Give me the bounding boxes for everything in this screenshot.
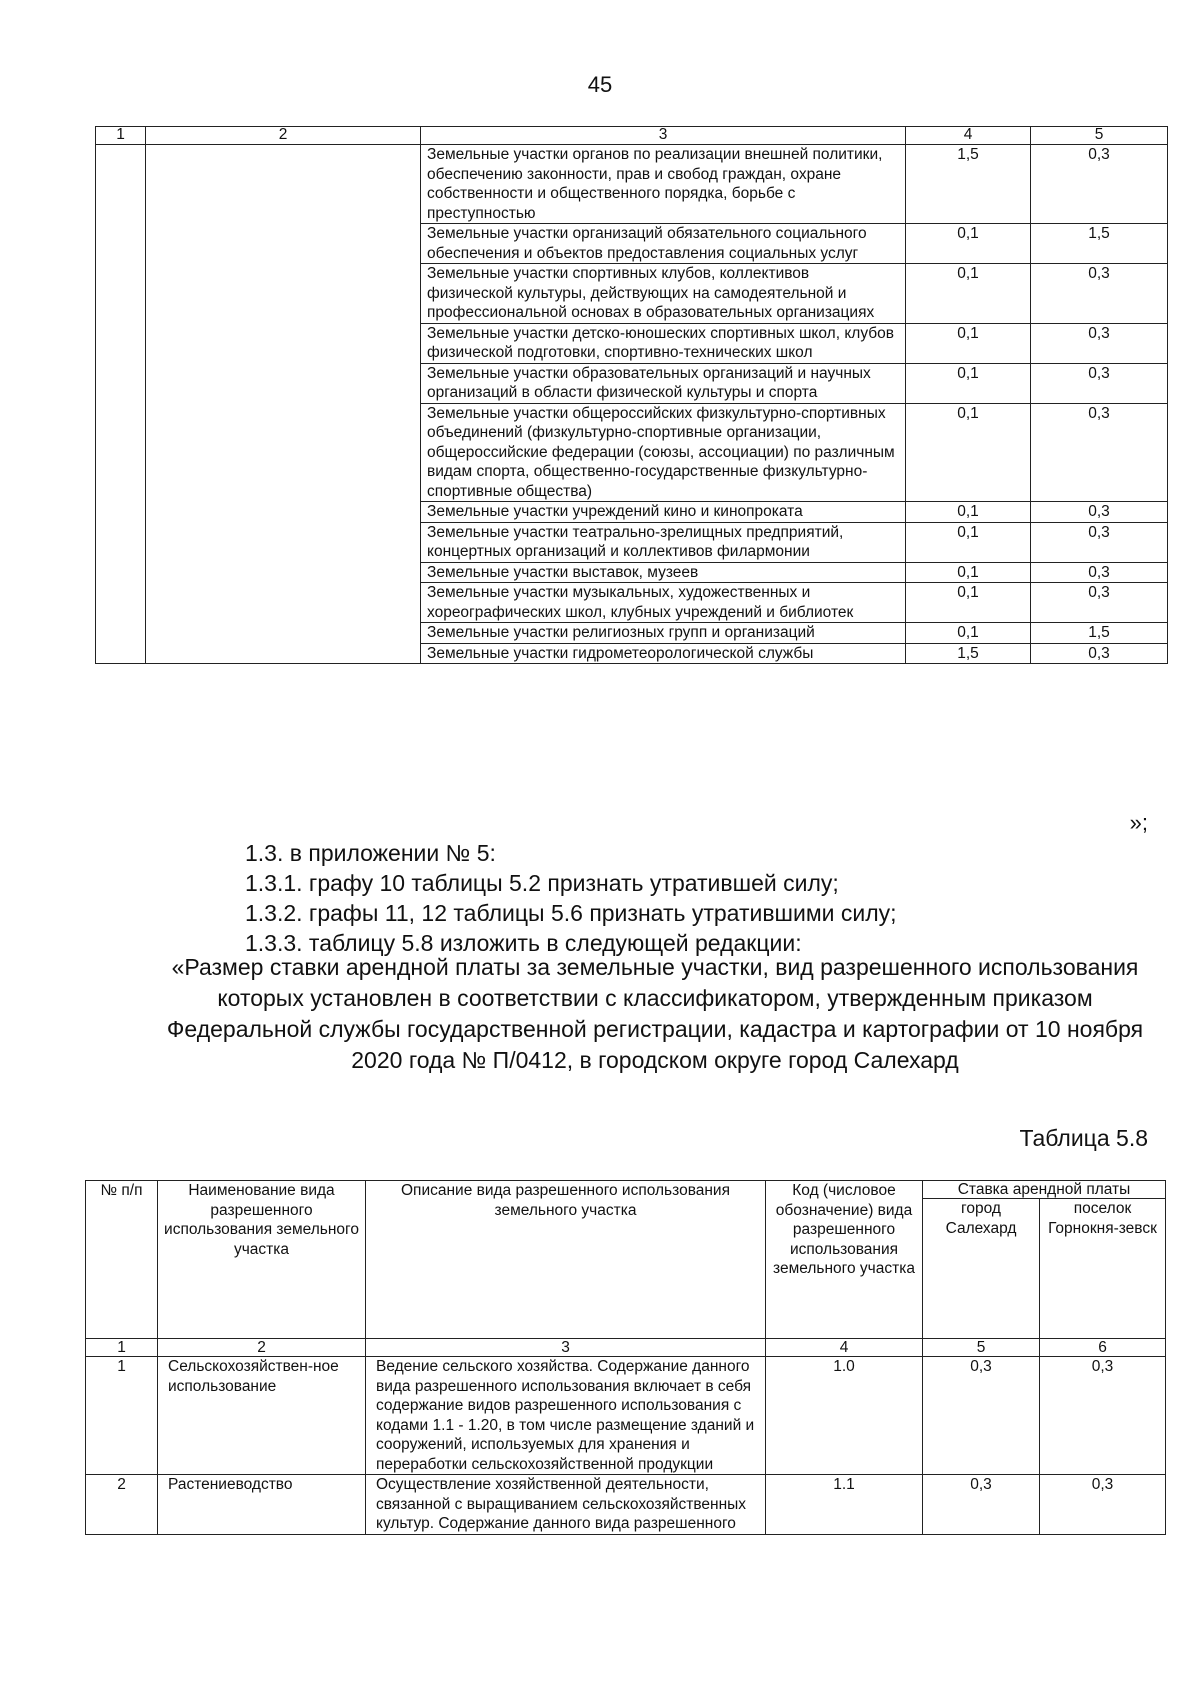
row-description: Земельные участки общероссийских физкультурно-спортивных объединений (физкультурно-спортивные организации, общероссийские федерации (союзы, ассоциации) по различным видам спорта, общественно-государственные физкультурно-спортивные общества) xyxy=(421,403,906,502)
empty-cell xyxy=(146,145,421,224)
row-value-5: 1,5 xyxy=(1031,623,1168,644)
page-number: 45 xyxy=(587,72,613,97)
table-5-8 xyxy=(85,1180,1166,1535)
row-value-5: 0,3 xyxy=(1031,145,1168,224)
col-number: 5 xyxy=(1031,127,1168,145)
empty-cell xyxy=(146,403,421,502)
header-code: Код (числовое обозначение) вида разрешенного использования земельного участка xyxy=(766,1181,923,1339)
row-value-4: 0,1 xyxy=(906,583,1031,623)
paragraph-1-3-2: 1.3.2. графы 11, 12 таблицы 5.6 признать утратившими силу; xyxy=(245,900,897,926)
table-caption: Таблица 5.8 xyxy=(1019,1125,1148,1151)
land-rate-table-continued xyxy=(95,126,1168,664)
col-number: 3 xyxy=(366,1339,766,1357)
col-number: 1 xyxy=(86,1339,158,1357)
row-value-5: 0,3 xyxy=(1031,323,1168,363)
table-row xyxy=(96,562,1168,583)
row-description: Осуществление хозяйственной деятельности, связанной с выращиванием сельскохозяйственных культур. Содержание данного вида разрешенного xyxy=(366,1475,766,1535)
empty-cell xyxy=(96,224,146,264)
empty-cell xyxy=(96,643,146,664)
empty-cell xyxy=(146,643,421,664)
empty-cell xyxy=(96,522,146,562)
table-row xyxy=(96,623,1168,644)
col-number: 2 xyxy=(158,1339,366,1357)
header-name: Наименование вида разрешенного использования земельного участка xyxy=(158,1181,366,1339)
row-value-4: 0,1 xyxy=(906,264,1031,324)
empty-cell xyxy=(146,583,421,623)
empty-cell xyxy=(146,264,421,324)
row-description: Земельные участки театрально-зрелищных предприятий, концертных организаций и коллективов филармонии xyxy=(421,522,906,562)
row-description: Земельные участки спортивных клубов, коллективов физической культуры, действующих на самодеятельной и профессиональной основах в образовательных организациях xyxy=(421,264,906,324)
closing-quote: »; xyxy=(1129,810,1148,835)
empty-cell xyxy=(96,403,146,502)
empty-cell xyxy=(96,145,146,224)
empty-cell xyxy=(96,502,146,523)
row-value-4: 0,1 xyxy=(906,363,1031,403)
empty-cell xyxy=(146,522,421,562)
row-description: Земельные участки органов по реализации внешней политики, обеспечению законности, прав и свобод граждан, охране собственности и общественного порядка, борьбе с преступностью xyxy=(421,145,906,224)
header-num: № п/п xyxy=(86,1181,158,1339)
row-value-5: 0,3 xyxy=(1031,522,1168,562)
header-rate: Ставка арендной платы xyxy=(923,1181,1166,1199)
row-rate-city: 0,3 xyxy=(923,1475,1040,1535)
column-number-row xyxy=(86,1339,1166,1357)
row-description: Земельные участки выставок, музеев xyxy=(421,562,906,583)
row-rate-city: 0,3 xyxy=(923,1357,1040,1475)
table-row xyxy=(96,363,1168,403)
row-value-5: 0,3 xyxy=(1031,403,1168,502)
empty-cell xyxy=(96,583,146,623)
header-settlement: поселок Горнокня-зевск xyxy=(1040,1199,1166,1339)
row-value-5: 0,3 xyxy=(1031,363,1168,403)
row-value-4: 1,5 xyxy=(906,643,1031,664)
row-num: 2 xyxy=(86,1475,158,1535)
paragraph-1-3-1: 1.3.1. графу 10 таблицы 5.2 признать утратившей силу; xyxy=(245,870,839,896)
empty-cell xyxy=(146,363,421,403)
table-row xyxy=(96,323,1168,363)
empty-cell xyxy=(146,224,421,264)
row-rate-settlement: 0,3 xyxy=(1040,1475,1166,1535)
table-row xyxy=(96,522,1168,562)
paragraph-1-3: 1.3. в приложении № 5: xyxy=(245,840,496,866)
row-code: 1.1 xyxy=(766,1475,923,1535)
table-heading: «Размер ставки арендной платы за земельные участки, вид разрешенного использования которых установлен в соответствии с классификатором, утвержденным приказом Федеральной службы государственной регистрации, кадастра и картографии от 10 ноября 2020 года № П/0412, в городском округе город Салехард xyxy=(166,954,1144,1073)
row-value-4: 1,5 xyxy=(906,145,1031,224)
row-name: Растениеводство xyxy=(158,1475,366,1535)
empty-cell xyxy=(146,323,421,363)
row-rate-settlement: 0,3 xyxy=(1040,1357,1166,1475)
row-description: Земельные участки религиозных групп и организаций xyxy=(421,623,906,644)
row-code: 1.0 xyxy=(766,1357,923,1475)
header-city: город Салехард xyxy=(923,1199,1040,1339)
row-value-5: 0,3 xyxy=(1031,502,1168,523)
col-number: 1 xyxy=(96,127,146,145)
row-description: Земельные участки образовательных организаций и научных организаций в области физической культуры и спорта xyxy=(421,363,906,403)
empty-cell xyxy=(96,562,146,583)
row-description: Земельные участки гидрометеорологической службы xyxy=(421,643,906,664)
row-value-4: 0,1 xyxy=(906,623,1031,644)
row-name: Сельскохозяйствен-ное использование xyxy=(158,1357,366,1475)
col-number: 3 xyxy=(421,127,906,145)
row-value-4: 0,1 xyxy=(906,522,1031,562)
row-description: Земельные участки детско-юношеских спортивных школ, клубов физической подготовки, спортивно-технических школ xyxy=(421,323,906,363)
table-row xyxy=(96,643,1168,664)
col-number: 6 xyxy=(1040,1339,1166,1357)
row-value-5: 0,3 xyxy=(1031,562,1168,583)
row-description: Земельные участки организаций обязательного социального обеспечения и объектов предоставления социальных услуг xyxy=(421,224,906,264)
empty-cell xyxy=(146,562,421,583)
table-row xyxy=(96,583,1168,623)
row-description: Ведение сельского хозяйства. Содержание данного вида разрешенного использования включает в себя содержание видов разрешенного использования с кодами 1.1 - 1.20, в том числе размещение зданий и сооружений, используемых для хранения и переработки сельскохозяйственной продукции xyxy=(366,1357,766,1475)
table-row xyxy=(96,145,1168,224)
column-number-row xyxy=(96,127,1168,145)
empty-cell xyxy=(146,502,421,523)
table-row xyxy=(96,403,1168,502)
row-value-5: 0,3 xyxy=(1031,643,1168,664)
row-value-4: 0,1 xyxy=(906,502,1031,523)
empty-cell xyxy=(96,623,146,644)
empty-cell xyxy=(96,264,146,324)
col-number: 4 xyxy=(906,127,1031,145)
table-row xyxy=(86,1475,1166,1535)
table-row xyxy=(96,264,1168,324)
row-value-4: 0,1 xyxy=(906,562,1031,583)
row-description: Земельные участки музыкальных, художественных и хореографических школ, клубных учреждений и библиотек xyxy=(421,583,906,623)
table-row xyxy=(96,224,1168,264)
row-description: Земельные участки учреждений кино и кинопроката xyxy=(421,502,906,523)
row-value-4: 0,1 xyxy=(906,323,1031,363)
empty-cell xyxy=(96,363,146,403)
table-row xyxy=(96,502,1168,523)
row-value-5: 0,3 xyxy=(1031,583,1168,623)
table-row xyxy=(86,1357,1166,1475)
header-description: Описание вида разрешенного использования земельного участка xyxy=(366,1181,766,1339)
row-value-4: 0,1 xyxy=(906,403,1031,502)
col-number: 5 xyxy=(923,1339,1040,1357)
row-value-4: 0,1 xyxy=(906,224,1031,264)
paragraph-1-3-3: 1.3.3. таблицу 5.8 изложить в следующей редакции: xyxy=(245,930,802,956)
col-number: 4 xyxy=(766,1339,923,1357)
empty-cell xyxy=(146,623,421,644)
row-value-5: 1,5 xyxy=(1031,224,1168,264)
row-num: 1 xyxy=(86,1357,158,1475)
empty-cell xyxy=(96,323,146,363)
col-number: 2 xyxy=(146,127,421,145)
row-value-5: 0,3 xyxy=(1031,264,1168,324)
